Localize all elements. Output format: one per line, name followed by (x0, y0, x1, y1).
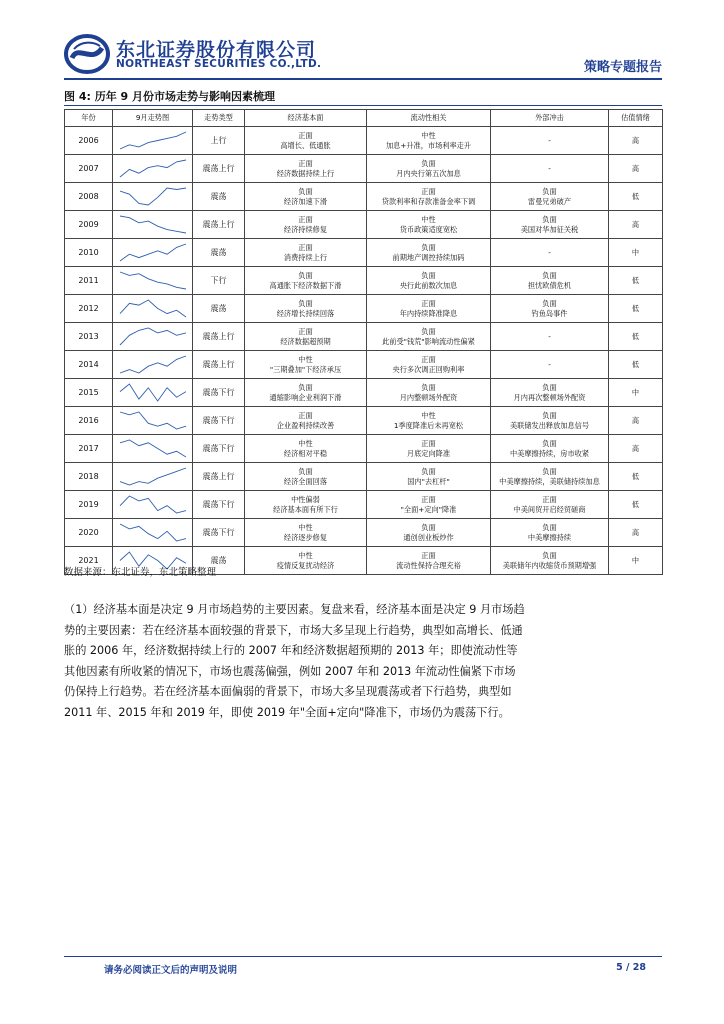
liquidity-detail: 货币政策适度宽松 (399, 224, 458, 234)
table-row (65, 519, 663, 547)
economy-rating: 负面 (298, 382, 313, 392)
liquidity-cell (367, 407, 491, 435)
year-cell: 2007 (65, 155, 113, 183)
table-row (65, 491, 663, 519)
economy-cell (245, 295, 367, 323)
year-cell: 2010 (65, 239, 113, 267)
sparkline-cell (113, 351, 193, 379)
sparkline-chart (116, 464, 190, 489)
liquidity-detail: "全面+定向"降准 (400, 504, 457, 514)
sparkline-chart (116, 212, 190, 237)
external-cell (491, 127, 609, 155)
trend-type-cell: 震荡下行 (193, 435, 245, 463)
economy-rating: 负面 (298, 466, 313, 476)
external-detail: 美国对华加征关税 (520, 224, 579, 234)
external-rating: 负面 (542, 298, 557, 308)
economy-rating: 正面 (298, 242, 313, 252)
liquidity-detail: 1季度降准后未再宽松 (393, 420, 464, 430)
trend-type-cell: 震荡 (193, 239, 245, 267)
liquidity-detail: 月内整顿场外配资 (399, 392, 458, 402)
sparkline-chart (116, 268, 190, 293)
valuation-cell: 高 (609, 519, 663, 547)
liquidity-rating: 正面 (421, 494, 436, 504)
sparkline-chart (116, 184, 190, 209)
economy-cell (245, 519, 367, 547)
sparkline-line (120, 412, 186, 429)
trend-type-cell: 下行 (193, 267, 245, 295)
external-cell (491, 491, 609, 519)
liquidity-detail: 月内央行第五次加息 (396, 168, 461, 178)
economy-rating: 负面 (298, 186, 313, 196)
external-detail: 月内再次整顿场外配资 (513, 392, 586, 402)
year-cell: 2019 (65, 491, 113, 519)
economy-detail: 消费持续上行 (283, 252, 328, 262)
trend-type-cell: 震荡上行 (193, 211, 245, 239)
sparkline-line (120, 272, 186, 289)
liquidity-detail: 央行此前数次加息 (399, 280, 458, 290)
liquidity-detail: 前期地产调控持续加码 (392, 252, 465, 262)
external-rating: 负面 (542, 270, 557, 280)
external-cell (491, 379, 609, 407)
table-row (65, 351, 663, 379)
liquidity-detail: 月底定向降准 (406, 448, 451, 458)
sparkline-cell (113, 239, 193, 267)
liquidity-detail: 此前受"钱荒"影响流动性偏紧 (382, 336, 475, 346)
table-row (65, 267, 663, 295)
external-detail: 美联储年内收缩货币预期增强 (502, 560, 597, 570)
liquidity-cell (367, 323, 491, 351)
trend-type-cell: 上行 (193, 127, 245, 155)
year-cell: 2011 (65, 267, 113, 295)
liquidity-detail: 通创创业板炒作 (403, 532, 454, 542)
liquidity-cell (367, 267, 491, 295)
external-cell (491, 323, 609, 351)
report-type: 策略专题报告 (583, 60, 662, 75)
year-cell: 2017 (65, 435, 113, 463)
economy-detail: 经济数据超预期 (280, 336, 331, 346)
external-rating: 负面 (542, 214, 557, 224)
year-cell: 2021 (65, 547, 113, 575)
valuation-cell: 低 (609, 183, 663, 211)
sparkline-chart (116, 240, 190, 265)
valuation-cell: 低 (609, 351, 663, 379)
sparkline-cell (113, 127, 193, 155)
sparkline-line (120, 440, 186, 457)
external-cell (491, 295, 609, 323)
economy-detail: 高通胀下经济数据下滑 (269, 280, 342, 290)
economy-detail: 经济全面回落 (283, 476, 328, 486)
sparkline-cell (113, 211, 193, 239)
valuation-cell: 高 (609, 407, 663, 435)
trend-type-cell: 震荡下行 (193, 407, 245, 435)
year-cell: 2016 (65, 407, 113, 435)
liquidity-cell (367, 295, 491, 323)
liquidity-cell (367, 239, 491, 267)
year-cell: 2018 (65, 463, 113, 491)
table-row (65, 435, 663, 463)
sparkline-cell (113, 323, 193, 351)
data-source: 数据来源：东北证券，东北策略整理 (64, 567, 217, 578)
external-cell (491, 463, 609, 491)
sparkline-cell (113, 183, 193, 211)
liquidity-cell (367, 211, 491, 239)
liquidity-detail: 国内"去杠杆" (407, 476, 450, 486)
sparkline-line (120, 188, 186, 205)
liquidity-rating: 中性 (421, 214, 436, 224)
economy-detail: 经济加速下滑 (283, 196, 328, 206)
economy-cell (245, 379, 367, 407)
sparkline-cell (113, 379, 193, 407)
external-rating: - (548, 163, 551, 173)
sparkline-chart (116, 520, 190, 545)
external-detail: 中美间贸开启经贸磋商 (513, 504, 586, 514)
liquidity-rating: 正面 (421, 298, 436, 308)
sparkline-line (120, 384, 186, 401)
sparkline-chart (116, 324, 190, 349)
liquidity-rating: 负面 (421, 270, 436, 280)
valuation-cell: 中 (609, 547, 663, 575)
economy-detail: 经济基本面有所下行 (273, 504, 338, 514)
external-cell (491, 435, 609, 463)
economy-cell (245, 351, 367, 379)
year-cell: 2015 (65, 379, 113, 407)
page-number: 5 / 28 (616, 962, 646, 973)
economy-rating: 中性 (298, 438, 313, 448)
year-cell: 2014 (65, 351, 113, 379)
liquidity-cell (367, 379, 491, 407)
economy-rating: 中性 (298, 550, 313, 560)
liquidity-cell (367, 351, 491, 379)
economy-rating: 正面 (298, 158, 313, 168)
col-header-valuation: 估值情绪 (609, 110, 663, 127)
header-divider (64, 78, 662, 80)
liquidity-rating: 负面 (421, 382, 436, 392)
economy-cell (245, 435, 367, 463)
table-row (65, 211, 663, 239)
table-row (65, 239, 663, 267)
brand-name-cn: 东北证券股份有限公司 (116, 39, 317, 61)
trend-type-cell: 震荡 (193, 547, 245, 575)
external-rating: 负面 (542, 438, 557, 448)
valuation-cell: 中 (609, 379, 663, 407)
external-rating: 负面 (542, 382, 557, 392)
external-rating: 正面 (542, 494, 557, 504)
valuation-cell: 高 (609, 127, 663, 155)
sparkline-line (120, 328, 186, 345)
economy-rating: 负面 (298, 270, 313, 280)
economy-detail: 疫情反复扰动经济 (276, 560, 335, 570)
table-row (65, 379, 663, 407)
external-cell (491, 547, 609, 575)
sparkline-line (120, 496, 186, 513)
sparkline-cell (113, 155, 193, 183)
col-header-chart: 9月走势图 (113, 110, 193, 127)
valuation-cell: 高 (609, 155, 663, 183)
economy-cell (245, 211, 367, 239)
trend-type-cell: 震荡下行 (193, 379, 245, 407)
figure-title-divider (64, 105, 662, 106)
trend-type-cell: 震荡 (193, 295, 245, 323)
trend-type-cell: 震荡上行 (193, 351, 245, 379)
external-rating: 负面 (542, 550, 557, 560)
external-rating: 负面 (542, 522, 557, 532)
table-row (65, 155, 663, 183)
external-rating: 负面 (542, 410, 557, 420)
table-row (65, 127, 663, 155)
liquidity-rating: 正面 (421, 438, 436, 448)
valuation-cell: 高 (609, 435, 663, 463)
economy-cell (245, 183, 367, 211)
economy-detail: 企业盈利持续改善 (276, 420, 335, 430)
external-rating: - (548, 247, 551, 257)
economy-detail: 经济持续修复 (283, 224, 328, 234)
col-header-economy: 经济基本面 (245, 110, 367, 127)
economy-cell (245, 127, 367, 155)
external-cell (491, 407, 609, 435)
sparkline-cell (113, 267, 193, 295)
liquidity-detail: 流动性保持合理充裕 (396, 560, 461, 570)
table-header-row (65, 110, 663, 127)
economy-rating: 中性 (298, 354, 313, 364)
year-cell: 2020 (65, 519, 113, 547)
liquidity-rating: 正面 (421, 186, 436, 196)
sparkline-line (120, 468, 186, 485)
economy-cell (245, 267, 367, 295)
liquidity-cell (367, 435, 491, 463)
year-cell: 2009 (65, 211, 113, 239)
valuation-cell: 中 (609, 239, 663, 267)
external-rating: 负面 (542, 466, 557, 476)
external-detail: 美联储发出释放加息信号 (509, 420, 590, 430)
table-row (65, 463, 663, 491)
economy-detail: 经济增长持续回落 (276, 308, 335, 318)
external-cell (491, 267, 609, 295)
col-header-trend: 走势类型 (193, 110, 245, 127)
economy-rating: 正面 (298, 214, 313, 224)
valuation-cell: 高 (609, 211, 663, 239)
sparkline-chart (116, 296, 190, 321)
sparkline-chart (116, 436, 190, 461)
economy-rating: 正面 (298, 410, 313, 420)
economy-cell (245, 547, 367, 575)
table-row (65, 323, 663, 351)
economy-detail: 高增长、低通胀 (280, 140, 331, 150)
liquidity-cell (367, 519, 491, 547)
economy-cell (245, 491, 367, 519)
liquidity-rating: 正面 (421, 354, 436, 364)
economy-rating: 负面 (298, 298, 313, 308)
external-rating: - (548, 359, 551, 369)
sparkline-chart (116, 156, 190, 181)
trend-type-cell: 震荡 (193, 183, 245, 211)
external-rating: - (548, 135, 551, 145)
footer-disclaimer: 请务必阅读正文后的声明及说明 (104, 965, 238, 976)
trend-type-cell: 震荡下行 (193, 491, 245, 519)
table-row (65, 295, 663, 323)
economy-detail: "三期叠加"下经济承压 (269, 364, 342, 374)
liquidity-cell (367, 127, 491, 155)
body-paragraph: （1）经济基本面是决定 9 月市场趋势的主要因素。复盘来看，经济基本面是决定 9 月市场趋势的主要因素：若在经济基本面较强的背景下，市场大多呈现上行趋势，典型如高增长、低通胀的 2006 年，经济数据持续上行的 2007 年和经济数据超预期的 2013 年；即使流动性等其他因素有所收紧的情况下，市场也震荡偏强，例如 2007 年和 2013 年流动性偏紧下市场仍保持上行趋势。若在经济基本面偏弱的背景下，市场大多呈现震荡或者下行趋势，典型如 2011 年、2015 年和 2019 年，即使 2019 年"全面+定向"降准下，市场仍为震荡下行。 (64, 603, 525, 719)
sparkline-chart (116, 352, 190, 377)
northeast-securities-logo-icon (64, 34, 110, 74)
col-header-liquidity: 流动性相关 (367, 110, 491, 127)
liquidity-rating: 负面 (421, 326, 436, 336)
sparkline-cell (113, 491, 193, 519)
footer-divider (64, 956, 662, 957)
liquidity-rating: 负面 (421, 466, 436, 476)
external-cell (491, 519, 609, 547)
sparkline-line (120, 244, 186, 261)
year-cell: 2012 (65, 295, 113, 323)
sparkline-cell (113, 295, 193, 323)
trend-type-cell: 震荡上行 (193, 323, 245, 351)
economy-cell (245, 407, 367, 435)
sparkline-line (120, 216, 186, 233)
liquidity-cell (367, 463, 491, 491)
economy-detail: 通缩影响企业利润下滑 (269, 392, 342, 402)
col-header-external: 外部冲击 (491, 110, 609, 127)
external-detail: 中美摩擦持续，美联储持续加息 (499, 476, 600, 486)
external-detail: 担忧欧债危机 (527, 280, 572, 290)
valuation-cell: 低 (609, 295, 663, 323)
sparkline-chart (116, 408, 190, 433)
table-row (65, 183, 663, 211)
liquidity-rating: 中性 (421, 410, 436, 420)
external-detail: 中美摩擦持续，房市收紧 (509, 448, 590, 458)
liquidity-detail: 年内持续降准降息 (399, 308, 458, 318)
external-detail: 钓鱼岛事件 (531, 308, 568, 318)
liquidity-rating: 正面 (421, 550, 436, 560)
valuation-cell: 低 (609, 267, 663, 295)
sparkline-line (120, 160, 186, 177)
external-cell (491, 351, 609, 379)
liquidity-rating: 负面 (421, 242, 436, 252)
economy-cell (245, 155, 367, 183)
sparkline-cell (113, 463, 193, 491)
table-row (65, 407, 663, 435)
year-cell: 2006 (65, 127, 113, 155)
liquidity-cell (367, 491, 491, 519)
liquidity-detail: 贷款利率和存款准备金率下调 (381, 196, 476, 206)
external-cell (491, 183, 609, 211)
liquidity-cell (367, 547, 491, 575)
valuation-cell: 低 (609, 463, 663, 491)
sparkline-cell (113, 407, 193, 435)
market-factor-table (64, 109, 663, 575)
liquidity-detail: 加息+升准，市场利率走升 (385, 140, 472, 150)
economy-cell (245, 323, 367, 351)
sparkline-line (120, 132, 186, 149)
valuation-cell: 低 (609, 491, 663, 519)
col-header-year: 年份 (65, 110, 113, 127)
figure-title: 图 4: 历年 9 月份市场走势与影响因素梳理 (64, 90, 276, 103)
trend-type-cell: 震荡上行 (193, 155, 245, 183)
economy-rating: 正面 (298, 130, 313, 140)
economy-detail: 经济数据持续上行 (276, 168, 335, 178)
liquidity-cell (367, 183, 491, 211)
liquidity-detail: 央行多次调正回购利率 (392, 364, 465, 374)
external-detail: 中美摩擦持续 (527, 532, 572, 542)
sparkline-line (120, 300, 186, 317)
valuation-cell: 低 (609, 323, 663, 351)
sparkline-chart (116, 492, 190, 517)
external-cell (491, 211, 609, 239)
sparkline-chart (116, 128, 190, 153)
liquidity-rating: 负面 (421, 522, 436, 532)
sparkline-cell (113, 519, 193, 547)
sparkline-line (120, 524, 186, 541)
liquidity-rating: 中性 (421, 130, 436, 140)
economy-cell (245, 239, 367, 267)
brand-name-en: NORTHEAST SECURITIES CO.,LTD. (116, 58, 322, 70)
economy-rating: 中性偏弱 (291, 494, 320, 504)
sparkline-cell (113, 435, 193, 463)
trend-type-cell: 震荡下行 (193, 519, 245, 547)
liquidity-cell (367, 155, 491, 183)
external-cell (491, 155, 609, 183)
economy-detail: 经济相对平稳 (283, 448, 328, 458)
sparkline-chart (116, 380, 190, 405)
external-detail: 雷曼兄弟破产 (527, 196, 572, 206)
external-rating: 负面 (542, 186, 557, 196)
year-cell: 2008 (65, 183, 113, 211)
trend-type-cell: 震荡上行 (193, 463, 245, 491)
external-rating: - (548, 331, 551, 341)
year-cell: 2013 (65, 323, 113, 351)
external-cell (491, 239, 609, 267)
economy-cell (245, 463, 367, 491)
economy-rating: 正面 (298, 326, 313, 336)
economy-rating: 中性 (298, 522, 313, 532)
liquidity-rating: 负面 (421, 158, 436, 168)
economy-detail: 经济逐步修复 (283, 532, 328, 542)
sparkline-line (120, 356, 186, 373)
